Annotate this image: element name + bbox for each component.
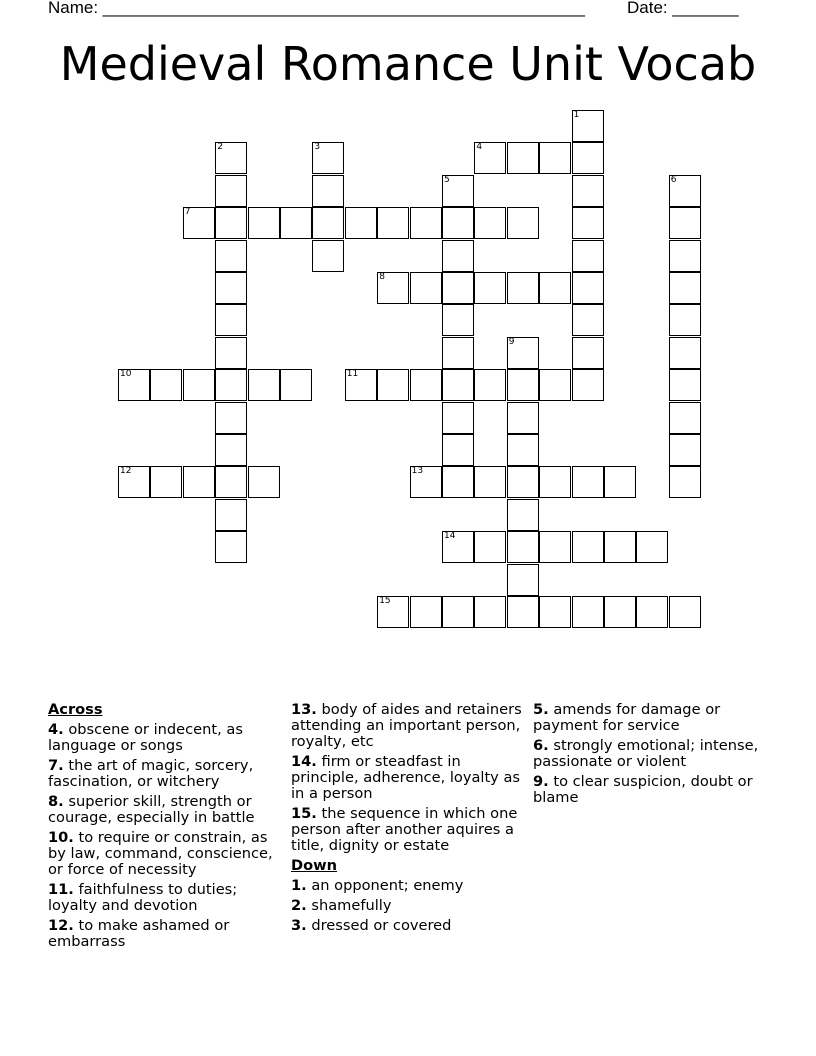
crossword-cell[interactable]	[507, 466, 539, 498]
crossword-cell[interactable]	[150, 466, 182, 498]
clue-down-6: 6. strongly emotional; intense, passionate or violent	[533, 737, 759, 770]
crossword-cell[interactable]	[604, 596, 636, 628]
crossword-cell[interactable]	[410, 466, 442, 498]
crossword-cell[interactable]	[636, 531, 668, 563]
clue-across-15: 15. the sequence in which one person after another aquires a title, dignity or estate	[291, 805, 518, 854]
crossword-cell[interactable]	[442, 240, 474, 272]
clue-number: 7	[184, 207, 191, 218]
crossword-cell[interactable]	[215, 240, 247, 272]
clue-number: 8	[379, 272, 385, 282]
crossword-cell[interactable]	[215, 402, 247, 434]
crossword-cell[interactable]	[507, 369, 539, 401]
crossword-cell[interactable]	[539, 272, 571, 304]
crossword-cell[interactable]	[442, 466, 474, 498]
crossword-cell[interactable]	[474, 596, 506, 628]
crossword-cell[interactable]	[572, 304, 604, 336]
crossword-cell[interactable]	[474, 531, 506, 563]
down-heading: Down	[291, 857, 338, 874]
clue-number: 4	[476, 142, 483, 153]
crossword-cell[interactable]	[669, 175, 701, 207]
crossword-cell[interactable]	[507, 207, 539, 239]
crossword-cell[interactable]	[215, 304, 247, 336]
crossword-cell[interactable]	[215, 369, 247, 401]
crossword-cell[interactable]	[410, 596, 442, 628]
across-heading: Across	[48, 701, 103, 718]
crossword-cell[interactable]	[442, 337, 474, 369]
clue-across-8: 8. superior skill, strength or courage, especially in battle	[48, 793, 255, 826]
crossword-cell[interactable]	[377, 272, 409, 304]
crossword-cell[interactable]	[474, 272, 506, 304]
crossword-cell[interactable]	[183, 207, 215, 239]
crossword-cell[interactable]	[215, 175, 247, 207]
crossword-cell[interactable]	[345, 369, 377, 401]
crossword-cell[interactable]	[507, 434, 539, 466]
crossword-cell[interactable]	[572, 110, 604, 142]
clue-down-9: 9. to clear suspicion, doubt or blame	[533, 773, 753, 806]
clue-down-2: 2. shamefully	[291, 897, 392, 914]
crossword-cell[interactable]	[507, 272, 539, 304]
crossword-cell[interactable]	[442, 402, 474, 434]
crossword-cell[interactable]	[572, 272, 604, 304]
crossword-cell[interactable]	[572, 596, 604, 628]
clue-number: 14	[444, 531, 456, 542]
clues-column-1	[48, 702, 280, 954]
crossword-cell[interactable]	[442, 596, 474, 628]
clue-number: 1	[573, 110, 580, 120]
clue-number: 12	[120, 466, 132, 477]
crossword-cell[interactable]	[410, 207, 442, 239]
clue-across-11: 11. faithfulness to duties; loyalty and devotion	[48, 881, 238, 914]
clue-down-3: 3. dressed or covered	[291, 917, 452, 934]
crossword-cell[interactable]	[474, 142, 506, 174]
clue-number: 3	[314, 142, 321, 153]
clue-number: 6	[670, 174, 677, 185]
crossword-cell[interactable]	[669, 272, 701, 304]
clue-down-1: 1. an opponent; enemy	[291, 877, 464, 894]
crossword-cell[interactable]	[410, 272, 442, 304]
clue-across-10: 10. to require or constrain, as by law, command, conscience, or force of necessity	[48, 829, 273, 878]
crossword-cell[interactable]	[280, 369, 312, 401]
crossword-cell[interactable]	[215, 531, 247, 563]
crossword-cell[interactable]	[410, 369, 442, 401]
crossword-cell[interactable]	[669, 240, 701, 272]
crossword-cell[interactable]	[312, 175, 344, 207]
crossword-cell[interactable]	[248, 369, 280, 401]
crossword-cell[interactable]	[669, 304, 701, 336]
crossword-cell[interactable]	[572, 175, 604, 207]
crossword-cell[interactable]	[474, 207, 506, 239]
crossword-cell[interactable]	[539, 369, 571, 401]
crossword-cell[interactable]	[669, 207, 701, 239]
crossword-cell[interactable]	[345, 207, 377, 239]
crossword-cell[interactable]	[312, 207, 344, 239]
crossword-cell[interactable]	[507, 402, 539, 434]
crossword-cell[interactable]	[377, 207, 409, 239]
crossword-cell[interactable]	[442, 434, 474, 466]
crossword-cell[interactable]	[507, 531, 539, 563]
crossword-cell[interactable]	[572, 337, 604, 369]
crossword-cell[interactable]	[669, 434, 701, 466]
clue-across-13: 13. body of aides and retainers attending an important person, royalty, etc	[291, 701, 522, 750]
clue-across-12: 12. to make ashamed or embarrass	[48, 917, 230, 950]
crossword-cell[interactable]	[572, 142, 604, 174]
crossword-cell[interactable]	[572, 531, 604, 563]
crossword-cell[interactable]	[215, 142, 247, 174]
crossword-cell[interactable]	[215, 272, 247, 304]
clues-column-2	[291, 702, 523, 938]
crossword-cell[interactable]	[604, 466, 636, 498]
crossword-cell[interactable]	[572, 207, 604, 239]
crossword-cell[interactable]	[215, 337, 247, 369]
crossword-cell[interactable]	[636, 596, 668, 628]
clue-number: 13	[411, 466, 424, 477]
crossword-cell[interactable]	[507, 564, 539, 596]
name-field-label: Name: ___________________________________________________	[48, 0, 585, 17]
date-field-label: Date: _______	[627, 0, 739, 17]
crossword-cell[interactable]	[507, 499, 539, 531]
crossword-cell[interactable]	[604, 531, 636, 563]
crossword-cell[interactable]	[669, 596, 701, 628]
clue-number: 2	[217, 142, 223, 153]
crossword-cell[interactable]	[150, 369, 182, 401]
crossword-cell[interactable]	[215, 434, 247, 466]
crossword-cell[interactable]	[248, 207, 280, 239]
crossword-cell[interactable]	[572, 240, 604, 272]
clue-number: 11	[346, 369, 359, 380]
crossword-cell[interactable]	[539, 531, 571, 563]
crossword-cell[interactable]	[539, 142, 571, 174]
crossword-cell[interactable]	[183, 466, 215, 498]
crossword-cell[interactable]	[442, 175, 474, 207]
clue-number: 9	[508, 336, 515, 347]
crossword-cell[interactable]	[248, 466, 280, 498]
crossword-cell[interactable]	[442, 531, 474, 563]
clue-number: 10	[120, 369, 132, 380]
crossword-cell[interactable]	[572, 369, 604, 401]
crossword-cell[interactable]	[539, 466, 571, 498]
crossword-cell[interactable]	[442, 304, 474, 336]
clue-down-5: 5. amends for damage or payment for service	[533, 701, 721, 734]
crossword-cell[interactable]	[215, 207, 247, 239]
crossword-cell[interactable]	[215, 499, 247, 531]
crossword-cell[interactable]	[280, 207, 312, 239]
crossword-cell[interactable]	[572, 466, 604, 498]
page-title: Medieval Romance Unit Vocab	[59, 37, 757, 91]
crossword-cell[interactable]	[669, 402, 701, 434]
crossword-cell[interactable]	[507, 142, 539, 174]
crossword-cell[interactable]	[669, 337, 701, 369]
crossword-cell[interactable]	[118, 369, 150, 401]
crossword-cell[interactable]	[442, 207, 474, 239]
crossword-cell[interactable]	[118, 466, 150, 498]
crossword-cell[interactable]	[442, 272, 474, 304]
crossword-cell[interactable]	[312, 142, 344, 174]
crossword-cell[interactable]	[183, 369, 215, 401]
crossword-cell[interactable]	[669, 466, 701, 498]
crossword-cell[interactable]	[507, 596, 539, 628]
crossword-cell[interactable]	[312, 240, 344, 272]
clue-across-7: 7. the art of magic, sorcery, fascination, or witchery	[48, 757, 254, 790]
clue-across-4: 4. obscene or indecent, as language or songs	[48, 721, 243, 754]
clue-across-14: 14. firm or steadfast in principle, adherence, loyalty as in a person	[291, 753, 521, 802]
crossword-cell[interactable]	[377, 369, 409, 401]
clues-column-3	[533, 702, 765, 810]
crossword-cell[interactable]	[474, 466, 506, 498]
crossword-cell[interactable]	[442, 369, 474, 401]
crossword-cell[interactable]	[539, 596, 571, 628]
clue-number: 15	[379, 596, 391, 606]
crossword-cell[interactable]	[669, 369, 701, 401]
crossword-cell[interactable]	[474, 369, 506, 401]
crossword-cell[interactable]	[215, 466, 247, 498]
crossword-cell[interactable]	[377, 596, 409, 628]
crossword-cell[interactable]	[507, 337, 539, 369]
clue-number: 5	[444, 174, 450, 185]
